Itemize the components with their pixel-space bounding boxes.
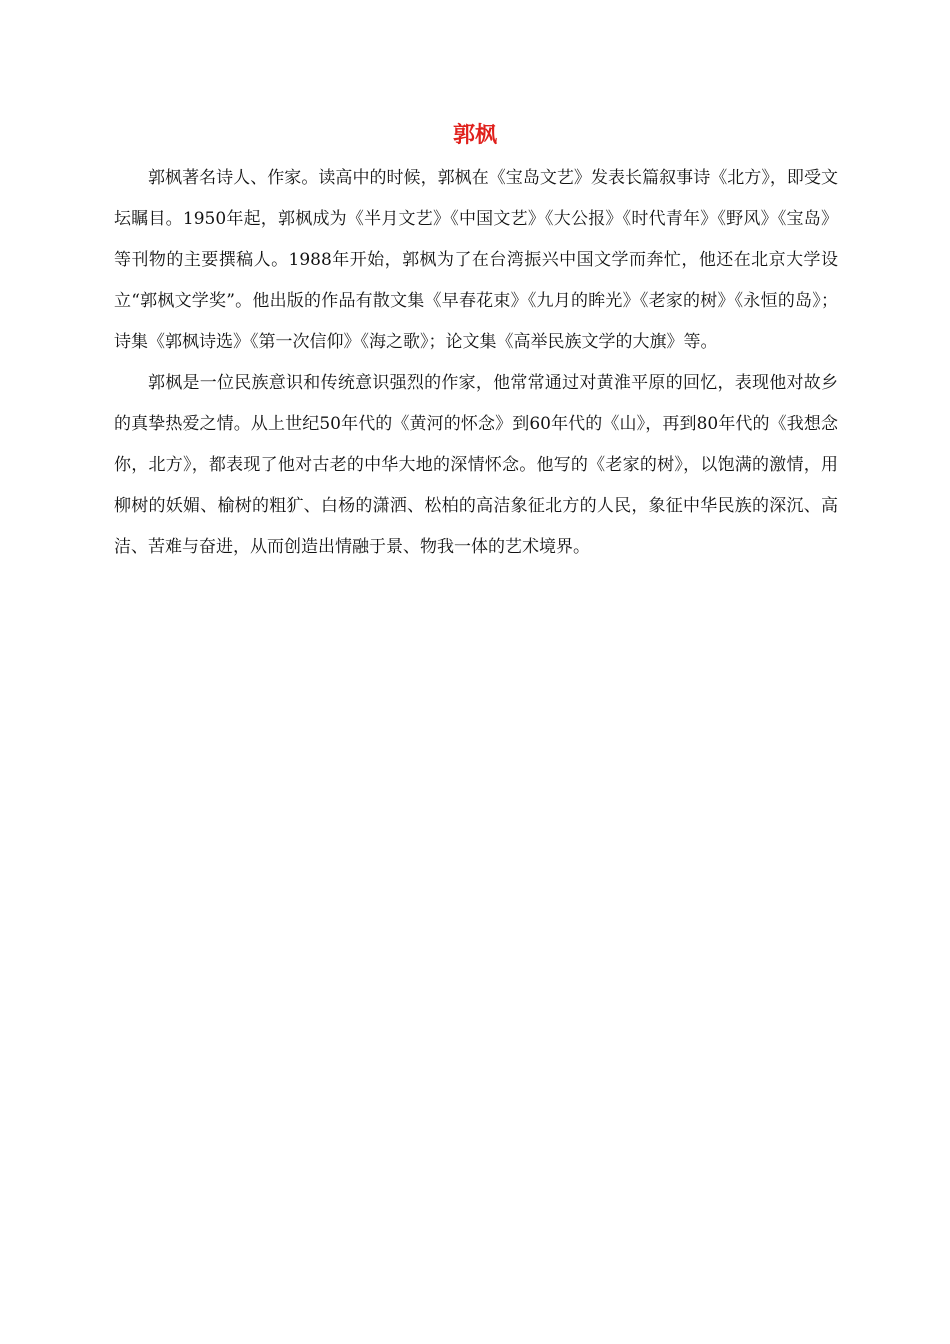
- document-body: [114, 158, 838, 568]
- paragraph-literary-style: 郭枫是一位民族意识和传统意识强烈的作家，他常常通过对黄淮平原的回忆，表现他对故乡的真挚热爱之情。从上世纪50年代的《黄河的怀念》到60年代的《山》，再到80年代的《我想念你，北方》，都表现了他对古老的中华大地的深情怀念。他写的《老家的树》，以饱满的激情，用柳树的妖媚、榆树的粗犷、白杨的潇洒、松柏的高洁象征北方的人民，象征中华民族的深沉、高洁、苦难与奋进，从而创造出情融于景、物我一体的艺术境界。: [114, 373, 838, 557]
- document-title: 郭枫: [452, 123, 497, 148]
- paragraph-biography: 郭枫著名诗人、作家。读高中的时候，郭枫在《宝岛文艺》发表长篇叙事诗《北方》，即受文坛瞩目。1950年起，郭枫成为《半月文艺》《中国文艺》《大公报》《时代青年》《野风》《宝岛》等刊物的主要撰稿人。1988年开始，郭枫为了在台湾振兴中国文学而奔忙，他还在北京大学设立“郭枫文学奖”。他出版的作品有散文集《早春花束》《九月的眸光》《老家的树》《永恒的岛》；诗集《郭枫诗选》《第一次信仰》《海之歌》；论文集《高举民族文学的大旗》等。: [114, 168, 838, 352]
